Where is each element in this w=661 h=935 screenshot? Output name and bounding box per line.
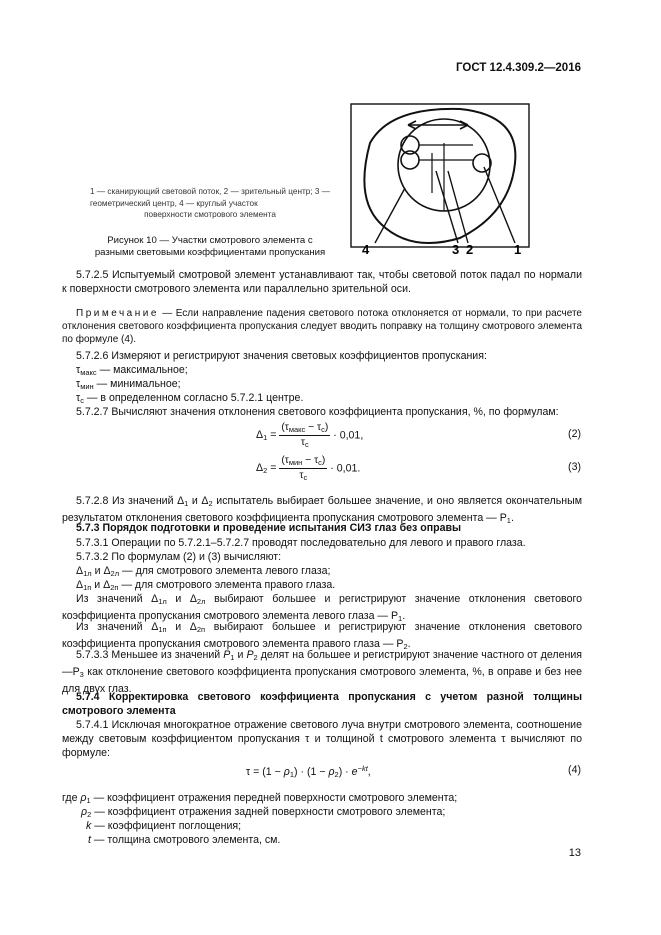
figure-caption: Рисунок 10 — Участки смотрового элемента с разными световыми коэффициентами пропускания bbox=[94, 235, 326, 258]
note-label: Примечание bbox=[76, 308, 159, 319]
where-rho2: $\rho_2$ — коэффициент отражения задней поверхности смотрового элемента; bbox=[81, 806, 446, 819]
para-5-7-3-1: 5.7.3.1 Операции по 5.7.2.1–5.7.2.7 проводят последовательно для левого и правого глаза. bbox=[76, 537, 526, 549]
para-5-7-3-3-b: как отклонение светового коэффициента пропускания смотрового элемента, %, в оправе и без нее для двух глаз. bbox=[62, 666, 582, 695]
where-k: k — коэффициент поглощения; bbox=[86, 820, 242, 832]
where-rho1: где $\rho_1$ — коэффициент отражения передней поверхности смотрового элемента; bbox=[62, 792, 458, 805]
formula-2-tail: · 0,01, bbox=[333, 429, 364, 442]
figure-legend bbox=[90, 186, 330, 221]
legend-line1: 1 — сканирующий световой поток, 2 — зрительный центр; 3 — геометрический центр, 4 — круглый участок bbox=[90, 187, 330, 208]
legend-line2: поверхности смотрового элемента bbox=[144, 210, 276, 219]
page-number: 13 bbox=[568, 847, 581, 859]
note-text: — Если направление падения светового потока отклоняется от нормали, то при расчете отклонения светового коэффициента пропускания следует вводить поправку на толщину смотрового элемента по формуле (4). bbox=[62, 308, 582, 345]
heading-5-7-3: 5.7.3 Порядок подготовки и проведение испытания СИЗ глаз без оправы bbox=[76, 522, 462, 534]
choose-left: Из значений $\Delta_{1л}$ и $\Delta_{2л}$ выбирают большее и регистрируют значение отклонения светового коэффициента пропускания смотрового элемента левого глаза — $P_1$. bbox=[62, 593, 582, 623]
lens-outline bbox=[364, 109, 515, 243]
para-5-7-2-6: 5.7.2.6 Измеряют и регистрируют значения световых коэффициентов пропускания: bbox=[76, 350, 487, 362]
formula-3-tail: · 0,01. bbox=[330, 462, 361, 475]
choose-right-text: выбирают большее и регистрируют значение отклонения светового коэффициента пропускания смотрового элемента правого глаза — P bbox=[62, 621, 582, 650]
para-5-7-2-8-a: 5.7.2.8 Из значений Δ bbox=[76, 495, 185, 507]
para-5-7-3-3-a: делят на большее и регистрируют значение частного от деления —P bbox=[62, 649, 582, 678]
tau-min-text: — минимальное; bbox=[93, 378, 181, 390]
right-eye-pair: $\Delta_{1п}$ и $\Delta_{2п}$ — для смотрового элемента правого глаза. bbox=[76, 579, 336, 592]
document-header: ГОСТ 12.4.309.2—2016 bbox=[456, 62, 581, 74]
para-5-7-4-1: 5.7.4.1 Исключая многократное отражение светового луча внутри смотрового элемента, соотношение между световым коэффициентом пропускания τ и толщиной t смотрового элемента τ вычисляют по формуле: bbox=[62, 719, 582, 759]
formula-3-number: (3) bbox=[568, 461, 581, 473]
tau-c-text: — в определенном согласно 5.7.2.1 центре. bbox=[83, 392, 304, 404]
para-5-7-3-2: 5.7.3.2 По формулам (2) и (3) вычисляют: bbox=[76, 551, 282, 563]
figure-label-2: 2 bbox=[466, 242, 474, 257]
formula-3: $\Delta_2$ = $\frac{(\tau_{мин} - \tau_c)}{\tau_c}$ · 0,01. bbox=[256, 455, 361, 482]
formula-2: $\Delta_1$ = $\frac{(\tau_{макс} - \tau_c)}{\tau_c}$ · 0,01, bbox=[256, 422, 364, 449]
where-rho2-text: — коэффициент отражения задней поверхности смотрового элемента; bbox=[91, 806, 446, 818]
para-5-7-2-8-b: испытатель выбирает большее значение, и оно является окончательным результатом отклонения светового коэффициента пропускания смотрового элемента — P bbox=[62, 495, 582, 524]
where-t: t — толщина смотрового элемента, см. bbox=[88, 834, 281, 846]
tau-c-line: $\tau_c$ — в определенном согласно 5.7.2.1 центре. bbox=[76, 392, 304, 405]
figure-10-drawing bbox=[350, 103, 530, 258]
tau-max-text: — максимальное; bbox=[96, 364, 188, 376]
note bbox=[62, 307, 582, 346]
where-k-text: — коэффициент поглощения; bbox=[91, 820, 242, 832]
figure-label-4: 4 bbox=[362, 242, 370, 257]
figure-label-3: 3 bbox=[452, 242, 460, 257]
where-rho1-text: — коэффициент отражения передней поверхности смотрового элемента; bbox=[90, 792, 458, 804]
left-eye-pair-text: — для смотрового элемента левого глаза; bbox=[119, 565, 331, 577]
formula-4-number: (4) bbox=[568, 764, 581, 776]
figure-label-1: 1 bbox=[514, 242, 522, 257]
choose-left-text: выбирают большее и регистрируют значение отклонения светового коэффициента пропускания смотрового элемента левого глаза — P bbox=[62, 593, 582, 622]
choose-right: Из значений $\Delta_{1п}$ и $\Delta_{2п}$ выбирают большее и регистрируют значение отклонения светового коэффициента пропускания смотрового элемента правого глаза — $P_2$. bbox=[62, 621, 582, 651]
para-5-7-2-7: 5.7.2.7 Вычисляют значения отклонения светового коэффициента пропускания, %, по формулам: bbox=[76, 406, 559, 418]
formula-4: $\tau = (1 - \rho_1) \cdot (1 - \rho_2) \cdot e^{-kt}$, bbox=[246, 764, 371, 779]
tau-max-line: $\tau_{макс}$ — максимальное; bbox=[76, 364, 188, 377]
where-t-text: — толщина смотрового элемента, см. bbox=[90, 834, 281, 846]
heading-5-7-4: 5.7.4 Корректировка светового коэффициента пропускания с учетом разной толщины смотрового элемента bbox=[62, 691, 582, 717]
right-eye-pair-text: — для смотрового элемента правого глаза. bbox=[118, 579, 336, 591]
para-5-7-3-3: 5.7.3.3 Меньшее из значений $P_1$ и $P_2$ делят на большее и регистрируют значение частного от деления $—P_3$ как отклонение светового коэффициента пропускания смотрового элемента, %, в оправе и без нее для двух глаз. bbox=[62, 649, 582, 695]
para-5-7-2-5: 5.7.2.5 Испытуемый смотровой элемент устанавливают так, чтобы световой поток падал по нормали к поверхности смотрового элемента или параллельно зрительной оси. bbox=[62, 269, 582, 295]
para-5-7-2-8: 5.7.2.8 Из значений $\Delta_1$ и $\Delta_2$ испытатель выбирает большее значение, и оно является окончательным результатом отклонения светового коэффициента пропускания смотрового элемента — $P_1$. bbox=[62, 495, 582, 525]
formula-2-number: (2) bbox=[568, 428, 581, 440]
tau-min-line: $\tau_{мин}$ — минимальное; bbox=[76, 378, 181, 391]
left-eye-pair: $\Delta_{1л}$ и $\Delta_{2л}$ — для смотрового элемента левого глаза; bbox=[76, 565, 331, 578]
